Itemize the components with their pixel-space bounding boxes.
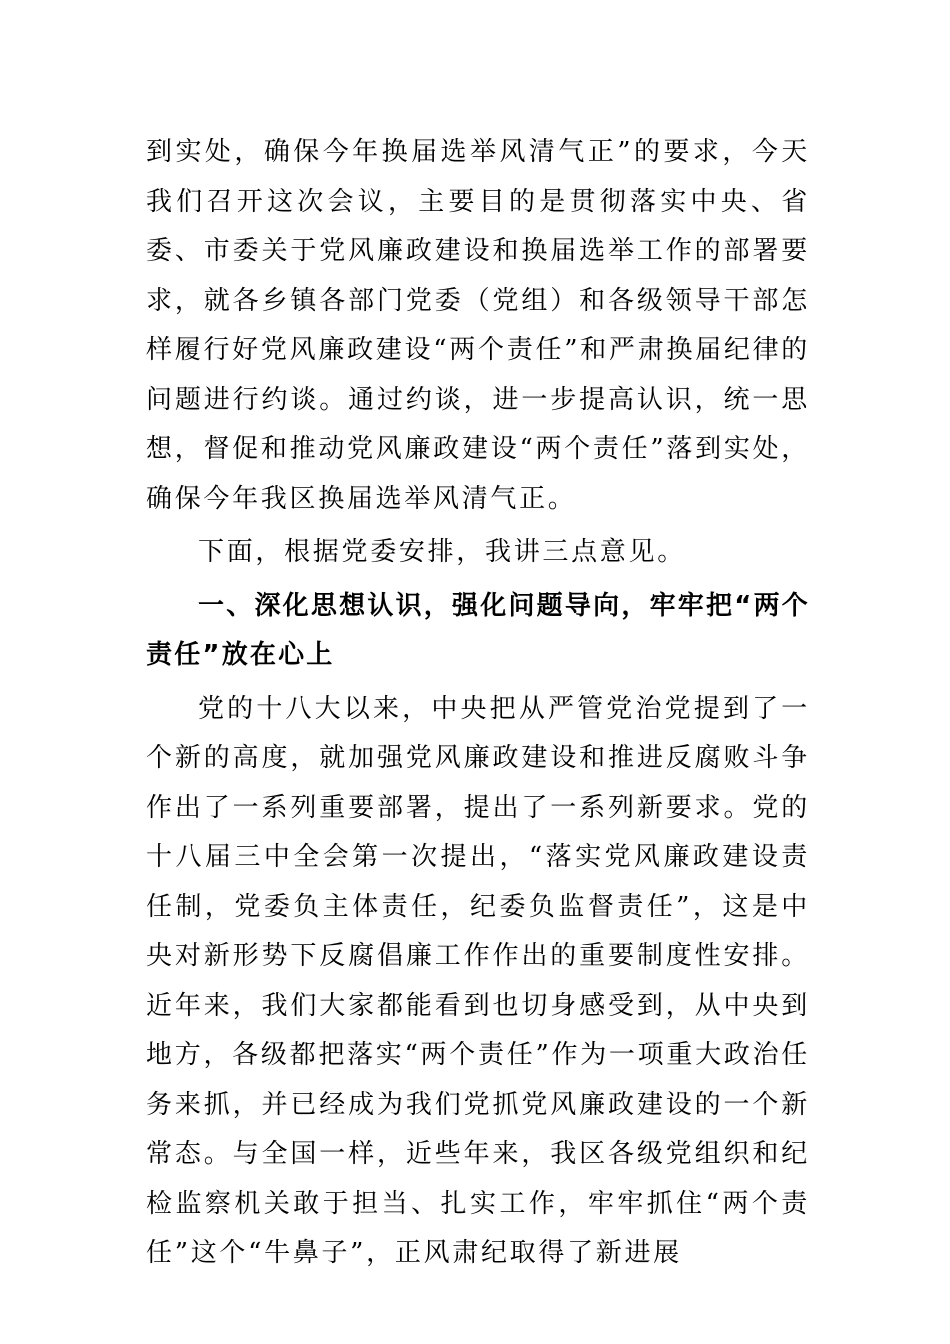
section-heading-1: 一、深化思想认识，强化问题导向，牢牢把“两个责任”放在心上: [146, 590, 810, 670]
paragraph-opening-continuation: 到实处，确保今年换届选举风清气正”的要求，今天我们召开这次会议，主要目的是贯彻落实中央、省委、市委关于党风廉政建设和换届选举工作的部署要求，就各乡镇各部门党委（党组）和各级领导干部怎样履行好党风廉政建设“两个责任”和严肃换届纪律的问题进行约谈。通过约谈，进一步提高认识，统一思想，督促和推动党风廉政建设“两个责任”落到实处，确保今年我区换届选举风清气正。: [146, 137, 810, 514]
document-body: [146, 128, 810, 1279]
paragraph-intro: 下面，根据党委安排，我讲三点意见。: [198, 537, 686, 567]
paragraph-section-1-body: 党的十八大以来，中央把从严管党治党提到了一个新的高度，就加强党风廉政建设和推进反腐败斗争作出了一系列重要部署，提出了一系列新要求。党的十八届三中全会第一次提出，“落实党风廉政建设责任制，党委负主体责任，纪委负监督责任”，这是中央对新形势下反腐倡廉工作作出的重要制度性安排。近年来，我们大家都能看到也切身感受到，从中央到地方，各级都把落实“两个责任”作为一项重大政治任务来抓，并已经成为我们党抓党风廉政建设的一个新常态。与全国一样，近些年来，我区各级党组织和纪检监察机关敢于担当、扎实工作，牢牢抓住“两个责任”这个“牛鼻子”，正风肃纪取得了新进展: [146, 693, 810, 1268]
